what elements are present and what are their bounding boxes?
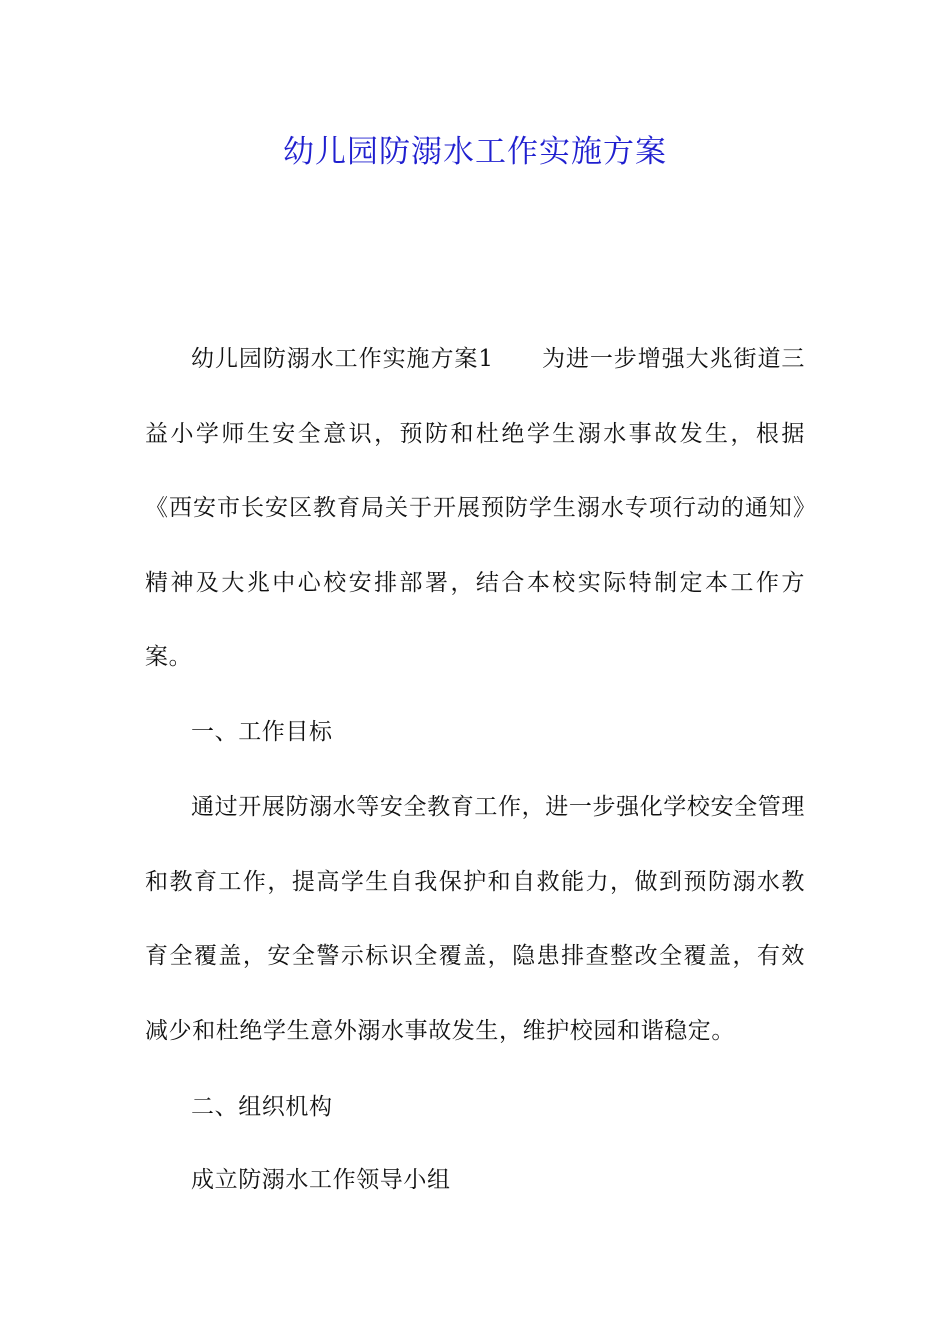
section-1-body-block (145, 770, 805, 1068)
intro-body: 为进一步增强大兆街道三益小学师生安全意识，预防和杜绝学生溺水事故发生，根据《西安市长安区教育局关于开展预防学生溺水专项行动的通知》精神及大兆中心校安排部署，结合本校实际特制定本工作方案。 (145, 346, 805, 670)
section-2-body-block (145, 1143, 805, 1218)
section-1-heading: 一、工作目标 (191, 719, 333, 745)
intro-lead: 幼儿园防溺水工作实施方案1 (191, 346, 494, 372)
section-2-paragraph: 成立防溺水工作领导小组 (191, 1167, 451, 1193)
document-title: 幼儿园防溺水工作实施方案 (283, 134, 667, 170)
intro-block (145, 322, 805, 695)
section-2-heading-block (145, 1070, 805, 1145)
section-1-paragraph: 通过开展防溺水等安全教育工作，进一步强化学校安全管理和教育工作，提高学生自我保护和自救能力，做到预防溺水教育全覆盖，安全警示标识全覆盖，隐患排查整改全覆盖，有效减少和杜绝学生意外溺水事故发生，维护校园和谐稳定。 (145, 794, 805, 1044)
section-2-heading: 二、组织机构 (191, 1094, 333, 1120)
section-1-heading-block (145, 695, 805, 770)
intro-paragraph (145, 322, 805, 695)
